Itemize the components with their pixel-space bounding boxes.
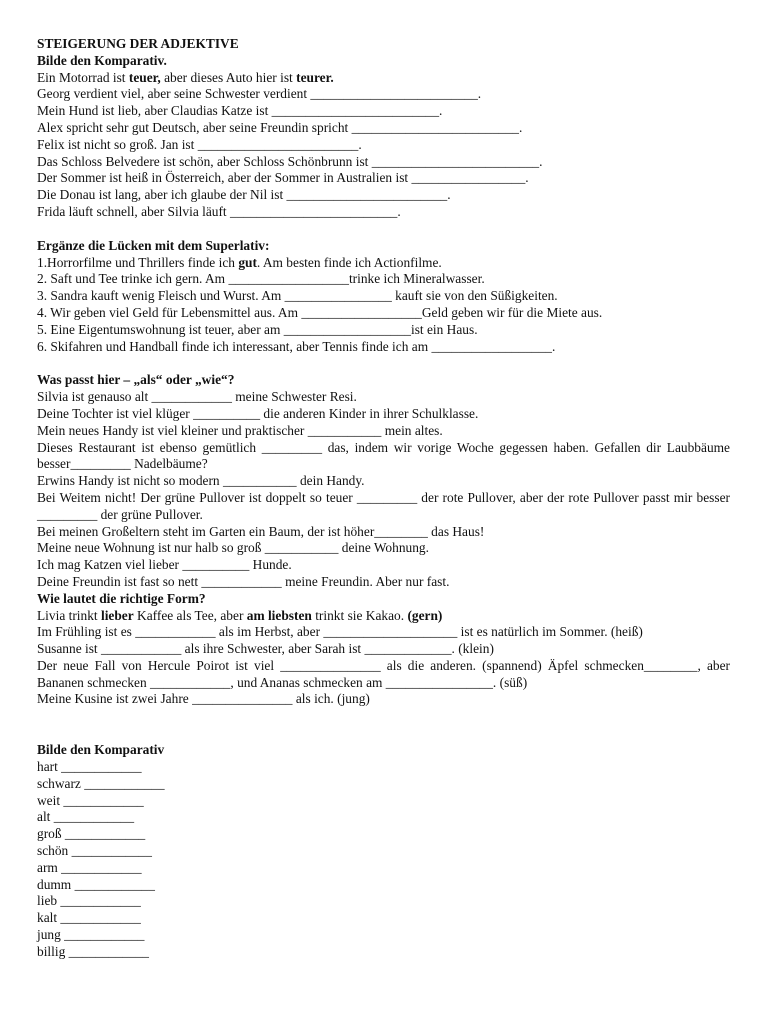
word-item: alt ____________ [37,809,135,825]
exercise-line: Ich mag Katzen viel lieber __________ Hunde. [37,557,292,573]
exercise-line: Susanne ist ____________ als ihre Schwester, aber Sarah ist _____________. (klein) [37,641,494,657]
exercise-line: Meine Kusine ist zwei Jahre _______________ als ich. (jung) [37,691,370,707]
exercise-line: Deine Tochter ist viel klüger __________ die anderen Kinder in ihrer Schulklasse. [37,405,479,421]
word-item: weit ____________ [37,792,144,808]
word-item: arm ____________ [37,859,142,875]
worksheet [37,36,730,961]
exercise-line: Alex spricht sehr gut Deutsch, aber seine Freundin spricht _________________________. [37,119,523,135]
exercise-line: Im Frühling ist es ____________ als im Herbst, aber ____________________ ist es natürlich im Sommer. (heiß) [37,624,643,640]
exercise-line: Der Sommer ist heiß in Österreich, aber der Sommer in Australien ist _________________. [37,170,529,186]
exercise-line: 3. Sandra kauft wenig Fleisch und Wurst. Am ________________ kauft sie von den Süßigkeiten. [37,288,558,304]
exercise-line: Felix ist nicht so groß. Jan ist ________________________. [37,136,362,152]
section-heading-komparativ-words: Bilde den Komparativ [37,742,165,758]
exercise-line: 2. Saft und Tee trinke ich gern. Am __________________trinke ich Mineralwasser. [37,271,485,287]
section-heading-superlativ: Ergänze die Lücken mit dem Superlativ: [37,237,270,253]
word-item: hart ____________ [37,759,142,775]
exercise-line: Bei Weitem nicht! Der grüne Pullover ist doppelt so teuer _________ der rote Pullover, aber der rote Pullover passt mir besser _________ der grüne Pullover. [37,489,730,522]
exercise-line: 6. Skifahren und Handball finde ich interessant, aber Tennis finde ich am __________________. [37,338,556,354]
page-title: STEIGERUNG DER ADJEKTIVE [37,36,239,51]
word-item: groß ____________ [37,826,146,842]
section-heading-komparativ: Bilde den Komparativ. [37,52,167,68]
exercise-line: Meine neue Wohnung ist nur halb so groß ___________ deine Wohnung. [37,540,429,556]
exercise-line: Mein neues Handy ist viel kleiner und praktischer ___________ mein altes. [37,422,443,438]
word-item: lieb ____________ [37,893,141,909]
example-sentence: Livia trinkt lieber Kaffee als Tee, aber am liebsten trinkt sie Kakao. (gern) [37,607,443,623]
exercise-line: 4. Wir geben viel Geld für Lebensmittel aus. Am __________________Geld geben wir für die Miete aus. [37,304,603,320]
word-item: billig ____________ [37,943,149,959]
exercise-line: Dieses Restaurant ist ebenso gemütlich _________ das, indem wir vorige Woche gegessen haben. Gefallen dir Laubbäume besser_________ Nadelbäume? [37,439,730,472]
word-item: dumm ____________ [37,876,155,892]
word-item: schwarz ____________ [37,775,165,791]
exercise-line: Die Donau ist lang, aber ich glaube der Nil ist ________________________. [37,187,451,203]
exercise-line: Bei meinen Großeltern steht im Garten ein Baum, der ist höher________ das Haus! [37,523,485,539]
exercise-line: Mein Hund ist lieb, aber Claudias Katze ist _________________________. [37,103,443,119]
section-heading-richtige-form: Wie lautet die richtige Form? [37,590,206,606]
exercise-line: 5. Eine Eigentumswohnung ist teuer, aber am ___________________ist ein Haus. [37,321,478,337]
exercise-line: Frida läuft schnell, aber Silvia läuft _________________________. [37,203,401,219]
word-item: schön ____________ [37,843,152,859]
section-heading-als-wie: Was passt hier – „als“ oder „wie“? [37,372,235,388]
exercise-line: Georg verdient viel, aber seine Schwester verdient _________________________. [37,86,482,102]
word-item: kalt ____________ [37,910,141,926]
exercise-line: Das Schloss Belvedere ist schön, aber Schloss Schönbrunn ist _________________________. [37,153,543,169]
exercise-line: Der neue Fall von Hercule Poirot ist viel _______________ als die anderen. (spannend) Äpfel schmecken________, aber Bananen schmecken ____________, und Ananas schmecken am ________________. (süß) [37,657,730,690]
exercise-line: Erwins Handy ist nicht so modern ___________ dein Handy. [37,473,365,489]
example-sentence: 1.Horrorfilme und Thrillers finde ich gut. Am besten finde ich Actionfilme. [37,254,442,270]
word-item: jung ____________ [37,927,145,943]
exercise-line: Silvia ist genauso alt ____________ meine Schwester Resi. [37,389,357,405]
example-sentence: Ein Motorrad ist teuer, aber dieses Auto hier ist teurer. [37,69,334,85]
exercise-line: Deine Freundin ist fast so nett ____________ meine Freundin. Aber nur fast. [37,573,450,589]
